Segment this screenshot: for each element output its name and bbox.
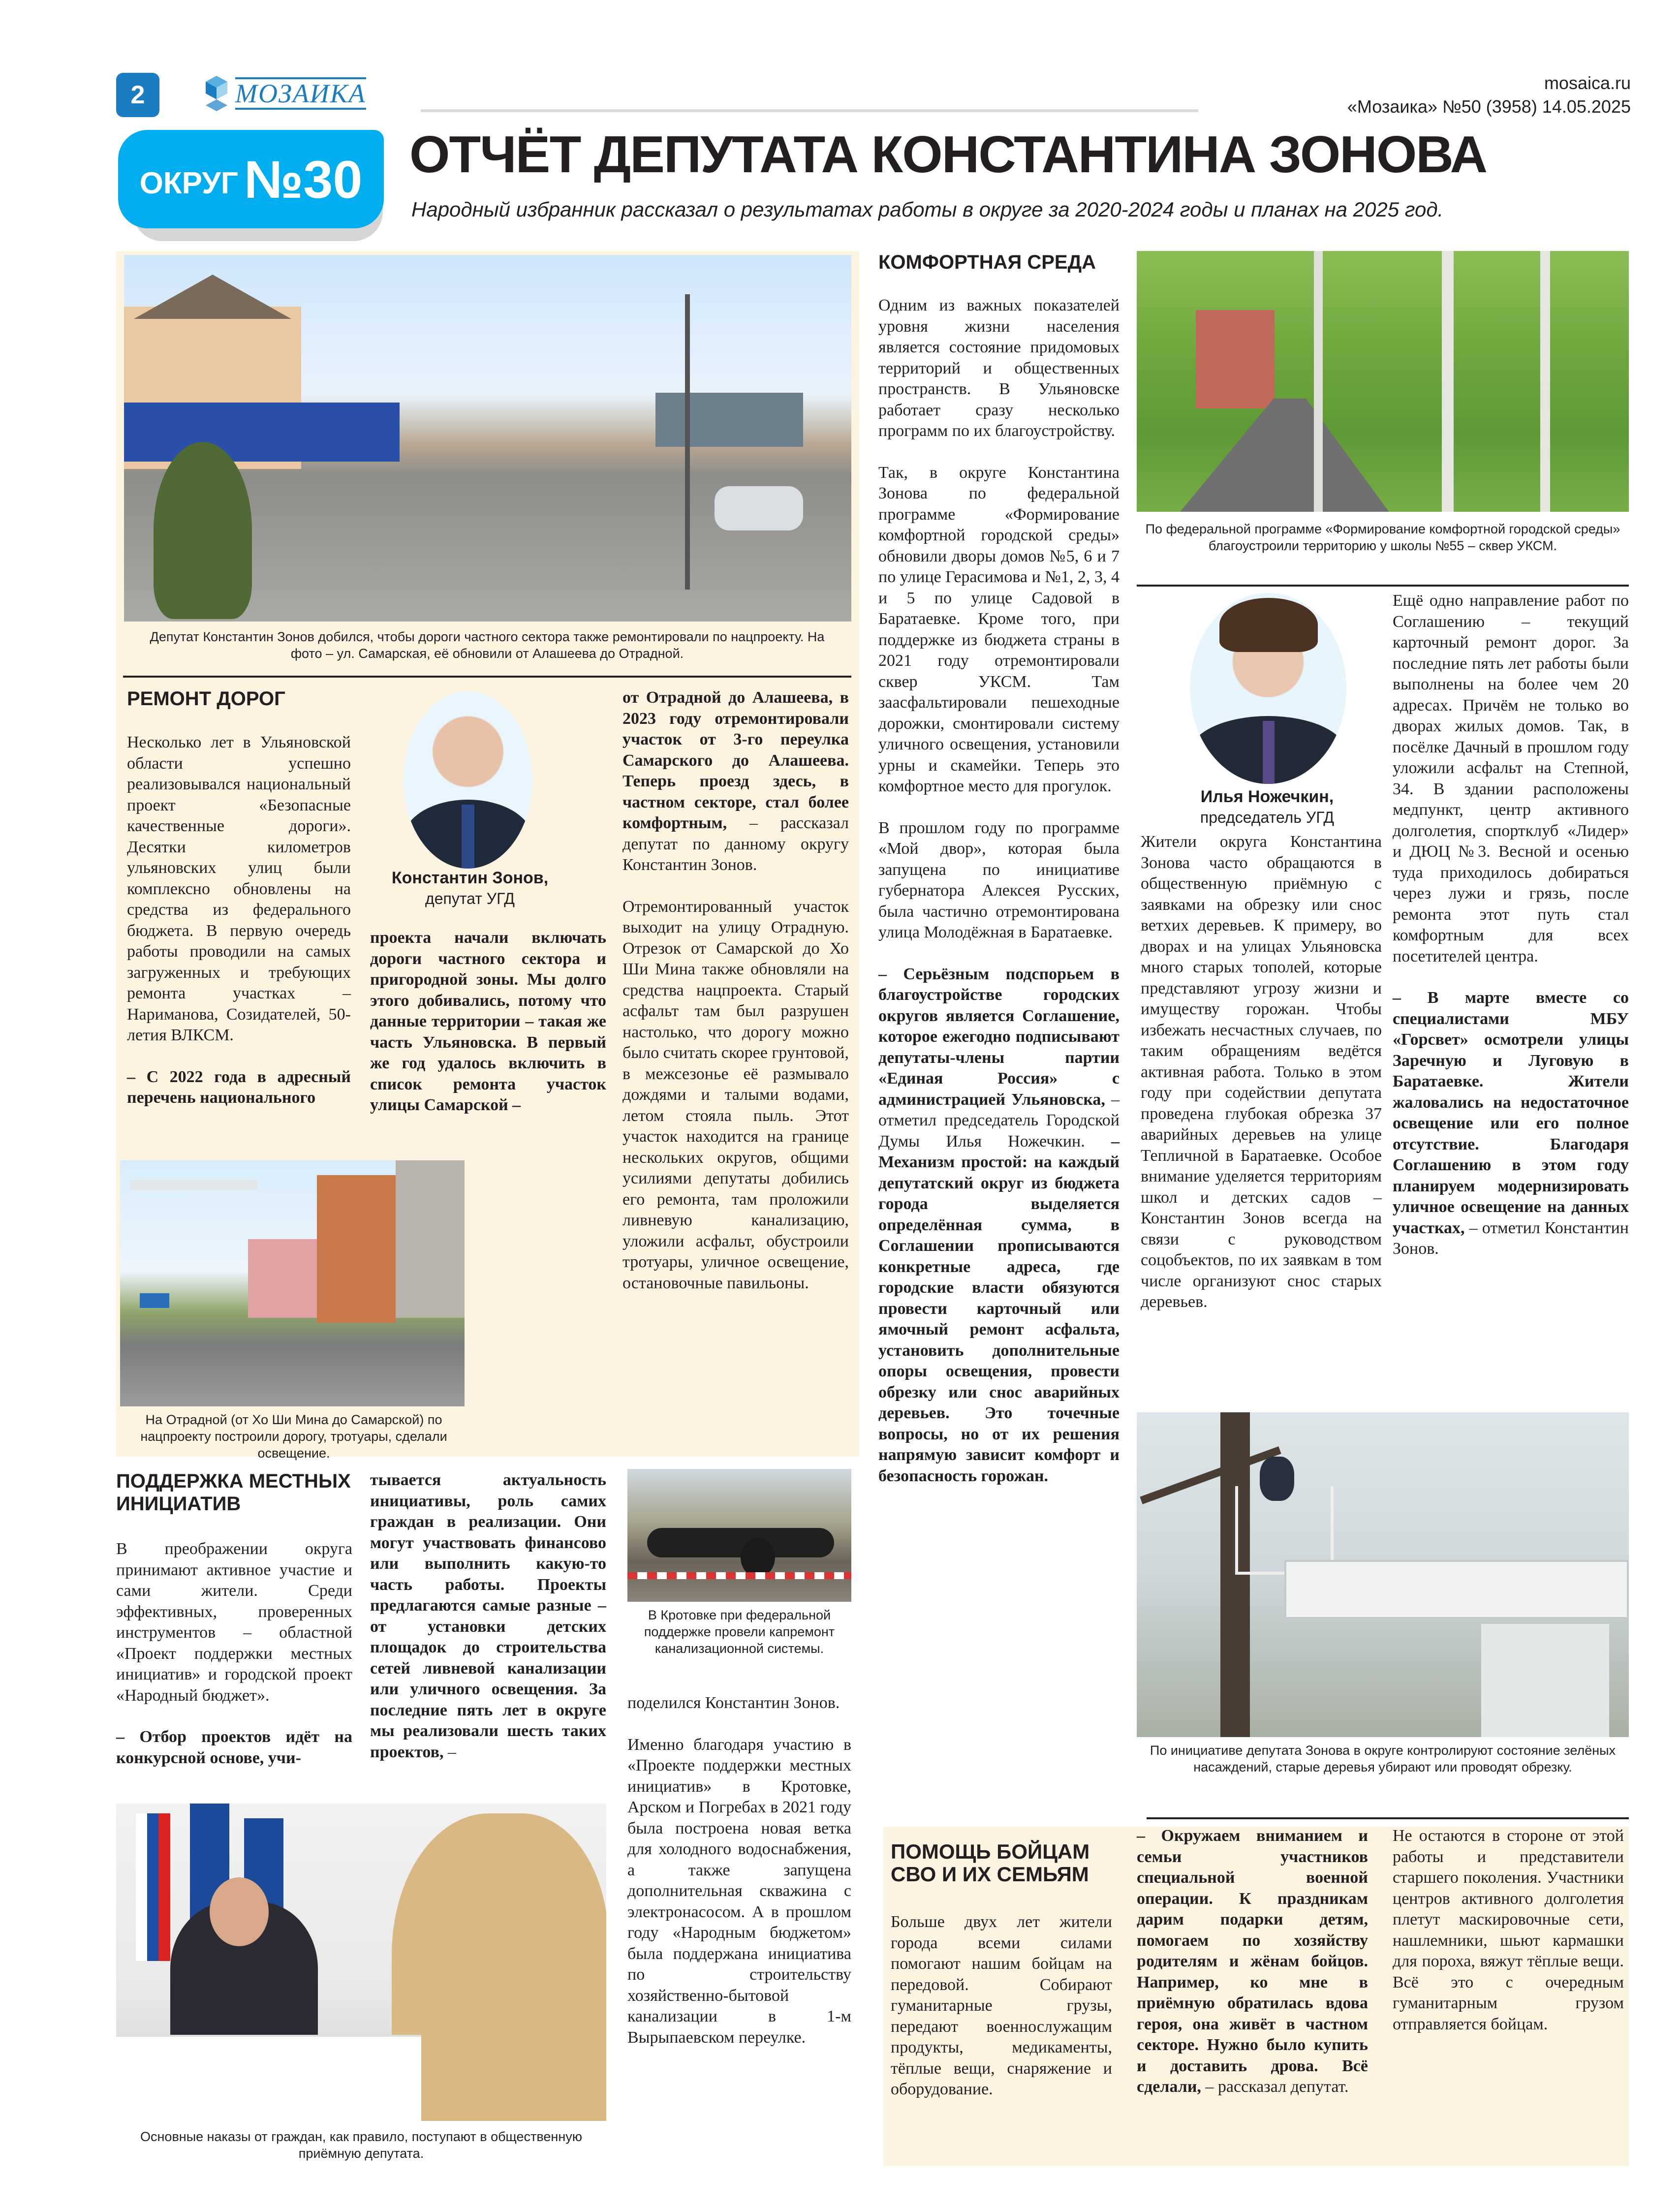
roads-col3-quote: от Отрадной до Алашеева, в 2023 году отремонтировали участок от 3-го переулка Самарского до Алашеева. Теперь проезд здесь, в частном секторе, стал более комфортным, bbox=[622, 688, 849, 832]
initiatives-col2 bbox=[370, 1470, 606, 1783]
right-p1: Ещё одно направление работ по Соглашению – текущий карточный ремонт дорог. За последние пять лет работы были выполнены на более чем 20 адресах. Причём не только во дворах жилых домов. Так, в посёлке Дачный в прошлом году уложили асфальт на Степной, 34. В здании расположены медпункт, центр активного долголетия, спортклуб «Лидер» и ДЮЦ №3. Весной и осенью туда приходилось добираться через лужи и грязь, после ремонта этот путь стал комфортным для всех посетителей центра. bbox=[1393, 591, 1629, 965]
otradnaya-photo-caption: На Отрадной (от Хо Ши Мина до Самарской) по нацпроекту построили дорогу, тротуары, сделали освещение. bbox=[140, 1412, 447, 1461]
nozhechkin-role: председатель УГД bbox=[1200, 809, 1335, 826]
zonov-role: депутат УГД bbox=[425, 890, 515, 907]
svo-heading: ПОМОЩЬ БОЙЦАМ СВО И ИХ СЕМЬЯМ bbox=[891, 1840, 1090, 1886]
initiatives-heading: ПОДДЕРЖКА МЕСТНЫХ ИНИЦИАТИВ bbox=[116, 1470, 351, 1515]
comfort-p1: Одним из важных показателей уровня жизни населения является состояние придомовых территорий и общественных пространств. В Ульяновске работает сразу несколько программ по их благоустройству. bbox=[878, 296, 1120, 440]
roads-col1-p2: – С 2022 года в адресный перечень национального bbox=[127, 1067, 351, 1107]
site-link[interactable]: mosaica.ru bbox=[1544, 73, 1631, 93]
pipes-photo-caption: В Кротовке при федеральной поддержке провели капремонт канализационной системы. bbox=[644, 1608, 835, 1656]
roads-col3 bbox=[622, 687, 849, 1314]
nozhechkin-portrait bbox=[1190, 593, 1346, 784]
trees-photo bbox=[1137, 1412, 1629, 1737]
otradnaya-photo bbox=[120, 1160, 465, 1406]
comfort-p4-quote2: – Механизм простой: на каждый депутатский округ из бюджета города выделяется определённая сумма, в Соглашении прописываются конкретные адреса, где городские власти обязуются провести карточный или ямочный ремонт асфальта, установить дополнительные опоры освещения, провести обрезку или снос аварийных деревьев. Это точечные вопросы, но от их решения напрямую зависит комфорт и безопасность горожан. bbox=[878, 1132, 1120, 1485]
roads-divider bbox=[123, 676, 851, 678]
initiatives-col1-p2: – Отбор проектов идёт на конкурсной основе, учи- bbox=[116, 1728, 352, 1767]
masthead-divider bbox=[421, 109, 1198, 112]
nozhechkin-name: Илья Ножечкин, bbox=[1200, 787, 1334, 806]
article-title: ОТЧЁТ ДЕПУТАТА КОНСТАНТИНА ЗОНОВА bbox=[409, 125, 1487, 184]
initiatives-col1 bbox=[116, 1539, 352, 1789]
comfort-p4-attrib: – отметил председатель Городской Думы Илья Ножечкин. bbox=[878, 1090, 1120, 1151]
roads-col1-p1: Несколько лет в Ульяновской области успешно реализовывался национальный проект «Безопасные качественные дороги». Десятки километров ульяновских улиц были комплексно обновлены на средства из федерального бюджета. В первую очередь работы проводили на самых загруженных и требующих ремонта участках – Нариманова, Созидателей, 50-летия ВЛКСМ. bbox=[127, 733, 351, 1044]
pipes-photo bbox=[627, 1469, 851, 1602]
comfort-p3: В прошлом году по программе «Мой двор», которая была запущена по инициативе губернатора Алексея Русских, была частично отремонтирована улица Молодёжная в Баратаевке. bbox=[878, 818, 1120, 941]
right-col bbox=[1393, 591, 1629, 1280]
initiatives-col1-p1: В преображении округа принимают активное участие и сами жители. Среди эффективных, проверенных инструментов – областной «Проект поддержки местных инициатив» и городской проект «Народный бюджет». bbox=[116, 1540, 352, 1705]
park-photo bbox=[1137, 251, 1629, 512]
logo bbox=[202, 74, 379, 113]
right-p2-quote: – В марте вместе со специалистами МБУ «Горсвет» осмотрели улицы Заречную и Луговую в Баратаевке. Жители жаловались на недостаточное освещение или его полное отсутствие. Благодаря Соглашению в этом году планируем модернизировать уличное освещение на данных участках, bbox=[1393, 989, 1629, 1237]
district-word: ОКРУГ bbox=[139, 166, 238, 200]
svo-col2 bbox=[1137, 1826, 1368, 2118]
page-number: 2 bbox=[130, 81, 145, 109]
initiatives-col3-p1: поделился Константин Зонов. bbox=[627, 1694, 840, 1712]
trees-col bbox=[1141, 832, 1382, 1334]
right-p2-attrib: – отметил Константин Зонов. bbox=[1393, 1218, 1629, 1258]
park-photo-caption: По федеральной программе «Формирование комфортной городской среды» благоустроили территорию у школы №55 – сквер УКСМ. bbox=[1145, 522, 1620, 553]
initiatives-col3 bbox=[627, 1693, 851, 2069]
svo-col1-p: Больше двух лет жители города всеми силами помогают нашим бойцам на передовой. Собирают гуманитарные грузы, передают военнослужащим продукты, медикаменты, тёплые вещи, снаряжение и оборудование. bbox=[891, 1913, 1112, 2098]
trees-p1: Жители округа Константина Зонова часто обращаются в общественную приёмную с заявками на обрезку или снос ветхих деревьев. К примеру, во дворах и на улицах Ульяновска много старых тополей, которые представляют угрозу жизни и имуществу горожан. Чтобы избежать несчастных случаев, по таким обращениям ведётся активная работа. Только в этом году при содействии депутата проведена глубокая обрезка 37 аварийных деревьев на улице Тепличной в Баратаевке. Особое внимание уделяется территориям школ и детских садов – Константин Зонов всегда на связи с руководством соцобъектов, по их заявкам в том числе организуют снос старых деревьев. bbox=[1141, 833, 1382, 1311]
roads-col1 bbox=[127, 732, 351, 1129]
district-badge bbox=[118, 130, 384, 228]
svo-top-rule bbox=[1147, 1817, 1629, 1819]
logo-text: МОЗАИКА bbox=[235, 77, 366, 110]
initiatives-col2-tail: – bbox=[443, 1742, 456, 1761]
zonov-name: Константин Зонов, bbox=[391, 869, 549, 887]
initiatives-col2-quote: тывается актуальность инициативы, роль самих граждан в реализации. Они могут участвовать финансово или выполнить какую-то часть работы. Проекты предлагаются самые разные – от установки детских площадок до строительства сетей ливневой канализации или уличного освещения. За последние пять лет в округе мы реализовали шесть таких проектов, bbox=[370, 1471, 606, 1761]
svo-col3-p: Не остаются в стороне от этой работы и представители старшего поколения. Участники центров активного долголетия плетут маскировочные сети, нашлемники, шьют кармашки для пороха, вяжут тёплые вещи. Всё это с очередным гуманитарным грузом отправляется бойцам. bbox=[1393, 1827, 1624, 2033]
issue-info: «Мозаика» №50 (3958) 14.05.2025 bbox=[1347, 96, 1631, 117]
roads-col3-attrib: – рассказал депутат по данному округу Константин Зонов. bbox=[622, 814, 849, 874]
mosaic-cube-icon bbox=[202, 74, 231, 113]
zonov-portrait bbox=[404, 691, 532, 869]
comfort-p2: Так, в округе Константина Зонова по федеральной программе «Формирование комфортной городской среды» обновили дворы домов №5, 6 и 7 по улице Герасимова и №1, 2, 3, 4 и 5 по улице Садовой в Баратаевке. Кроме того, при поддержке из бюджета страны в 2021 году отремонтировали сквер УКСМ. Там заасфальтировали пешеходные дорожки, смонтировали систему уличного освещения, установили урны и скамейки. Теперь это комфортное место для прогулок. bbox=[878, 463, 1120, 795]
comfort-col bbox=[878, 295, 1120, 1507]
roads-col3-p2: Отремонтированный участок выходит на улицу Отрадную. Отрезок от Самарской до Хо Ши Мина также обновляли на средства нацпроекта. Старый асфальт там был разрушен настолько, что дорогу можно было считать скорее грунтовой, в межсезонье её размывало дождями и талыми водами, летом стояла пыль. Этот участок находится на границе нескольких округов, общими усилиями депутаты добились его ремонта, там проложили ливневую канализацию, уложили асфальт, обустроили тротуары, уличное освещение, остановочные павильоны. bbox=[622, 897, 849, 1292]
trees-photo-caption: По инициативе депутата Зонова в округе контролируют состояние зелёных насаждений, старые деревья убирают или проводят обрезку. bbox=[1150, 1743, 1616, 1774]
comfort-heading: КОМФОРТНАЯ СРЕДА bbox=[878, 251, 1096, 273]
road-photo bbox=[124, 255, 851, 622]
office-photo-caption: Основные наказы от граждан, как правило, поступают в общественную приёмную депутата. bbox=[140, 2129, 582, 2161]
right-divider bbox=[1137, 585, 1629, 587]
comfort-p4-quote: – Серьёзным подспорьем в благоустройстве городских округов является Соглашение, которое ежегодно подписывают депутаты-члены партии «Единая Россия» с администрацией Ульяновска, bbox=[878, 964, 1120, 1109]
initiatives-col3-p2: Именно благодаря участию в «Проекте поддержки местных инициатив» в Кротовке, Арском и Погребах в 2021 году была построена новая ветка для холодного водоснабжения, а также запущена дополнительная скважина с электронасосом. А в прошлом году «Народным бюджетом» была поддержана инициатива по строительству хозяйственно-бытовой канализации в 1-м Вырыпаевском переулке. bbox=[627, 1735, 851, 2047]
article-subtitle: Народный избранник рассказал о результатах работы в округе за 2020-2024 годы и планах на 2025 год. bbox=[411, 198, 1444, 221]
road-photo-caption: Депутат Константин Зонов добился, чтобы дороги частного сектора также ремонтировали по нацпроекту. На фото – ул. Самарская, её обновили от Алашеева до Отрадной. bbox=[150, 629, 825, 661]
svo-col3 bbox=[1393, 1826, 1624, 2055]
svo-col2-quote: – Окружаем вниманием и семьи участников специальной военной операции. К праздникам дарим подарки детям, помогаем по хозяйству родителям и жёнам бойцов. Например, ко мне в приёмную обратилась вдова героя, она живёт в частном секторе. Нужно было купить и доставить дрова. Всё сделали, bbox=[1137, 1827, 1368, 2096]
roads-col2 bbox=[370, 928, 606, 1137]
office-photo bbox=[116, 1804, 606, 2121]
page-number-badge bbox=[116, 73, 159, 117]
svo-col2-attrib: – рассказал депутат. bbox=[1201, 2078, 1349, 2096]
district-number: №30 bbox=[244, 149, 363, 209]
roads-heading: РЕМОНТ ДОРОГ bbox=[127, 688, 285, 710]
roads-col2-p1: проекта начали включать дороги частного сектора и пригородной зоны. Мы долго этого добивались, потому что данные территории – такая же часть Ульяновска. В первый же год удалось включить в список ремонта участок улицы Самарской – bbox=[370, 929, 606, 1114]
svo-col1 bbox=[891, 1912, 1112, 2121]
